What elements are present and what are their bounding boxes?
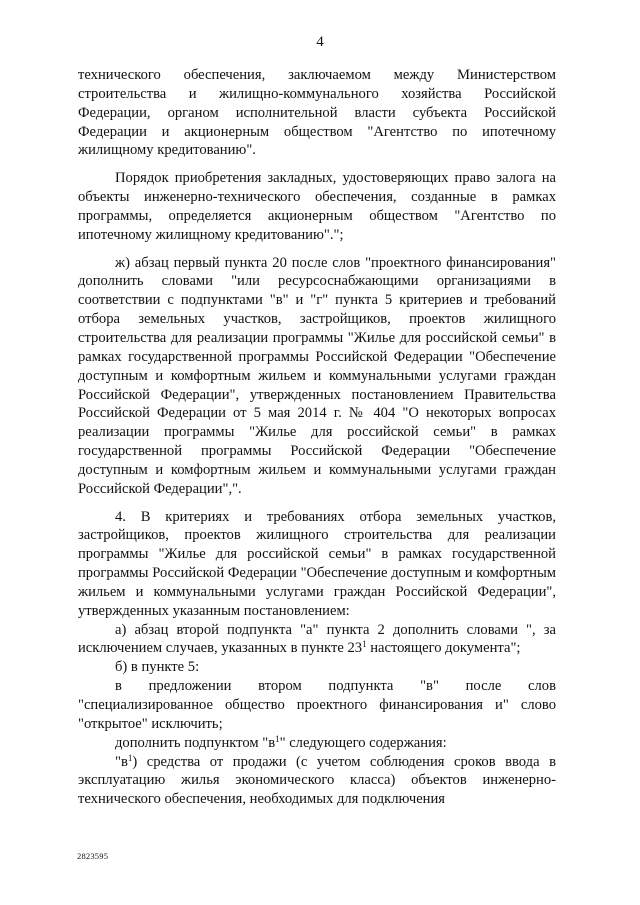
paragraph-subitem-v1 — [78, 753, 556, 810]
page-number: 4 — [316, 34, 324, 50]
document-body — [78, 66, 556, 809]
add-subitem-text-end: " следующего содержания: — [279, 734, 447, 751]
paragraph-add-subitem — [78, 734, 556, 753]
paragraph-sentence: в предложении втором подпункта "в" после слов "специализированное общество проектного финансирования и" слово "открытое" исключить; — [78, 678, 556, 732]
superscript: 1 — [127, 752, 133, 763]
item-a-text-end: настоящего документа"; — [366, 640, 521, 657]
paragraph-order: Порядок приобретения закладных, удостоверяющих право залога на объекты инженерно-технического обеспечения, созданные в рамках программы, определяется акционерным обществом "Агентство по ипотечному жилищному кредитованию"."; — [78, 170, 556, 243]
paragraph-section-4: 4. В критериях и требованиях отбора земельных участков, застройщиков, проектов жилищного строительства для реализации программы "Жилье для российской семьи" в рамках государственной программы Российской Федерации "Обеспечение доступным и комфортным жильем и коммунальными услугами граждан Российской Федерации", утвержденных указанным постановлением: — [78, 508, 556, 619]
paragraph-item-zh: ж) абзац первый пункта 20 после слов "проектного финансирования" дополнить словами "или ресурсоснабжающими организациями в соответствии с подпунктами "в" и "г" пункта 5 критериев и требований отбора земельных участков, застройщиков, проектов жилищного строительства для реализации программы "Жилье для российской семьи" в рамках государственной программы Российской Федерации "Обеспечение доступным и комфортным жильем и коммунальными услугами граждан Российской Федерации", утвержденных постановлением Правительства Российской Федерации от 5 мая 2014 г. № 404 "О некоторых вопросах реализации программы "Жилье для российской семьи" в рамках государственной программы Российской Федерации "Обеспечение доступным и комфортным жильем и коммунальными услугами граждан Российской Федерации",". — [78, 254, 556, 497]
paragraph-continuation: технического обеспечения, заключаемом между Министерством строительства и жилищно-коммунального хозяйства Российской Федерации, органом исполнительной власти субъекта Российской Федерации и акционерным обществом "Агентство по ипотечному жилищному кредитованию". — [78, 67, 556, 159]
superscript: 1 — [275, 733, 280, 744]
document-code: 2823595 — [77, 851, 109, 861]
subitem-v1-text-end: ) средства от продажи (с учетом соблюдения сроков ввода в эксплуатацию жилья экономического класса) объектов инженерно-технического обеспечения, необходимых для подключения — [78, 753, 556, 808]
item-a-text: а) абзац второй подпункта "а" пункта 2 дополнить словами ", за исключением случаев, указанных в пункте 23 — [78, 621, 556, 657]
paragraph-item-b: б) в пункте 5: — [115, 659, 200, 676]
add-subitem-text: дополнить подпунктом "в — [115, 734, 276, 751]
superscript: 1 — [362, 639, 367, 650]
subitem-v1-text: "в — [115, 753, 128, 770]
paragraph-item-a — [78, 621, 556, 659]
